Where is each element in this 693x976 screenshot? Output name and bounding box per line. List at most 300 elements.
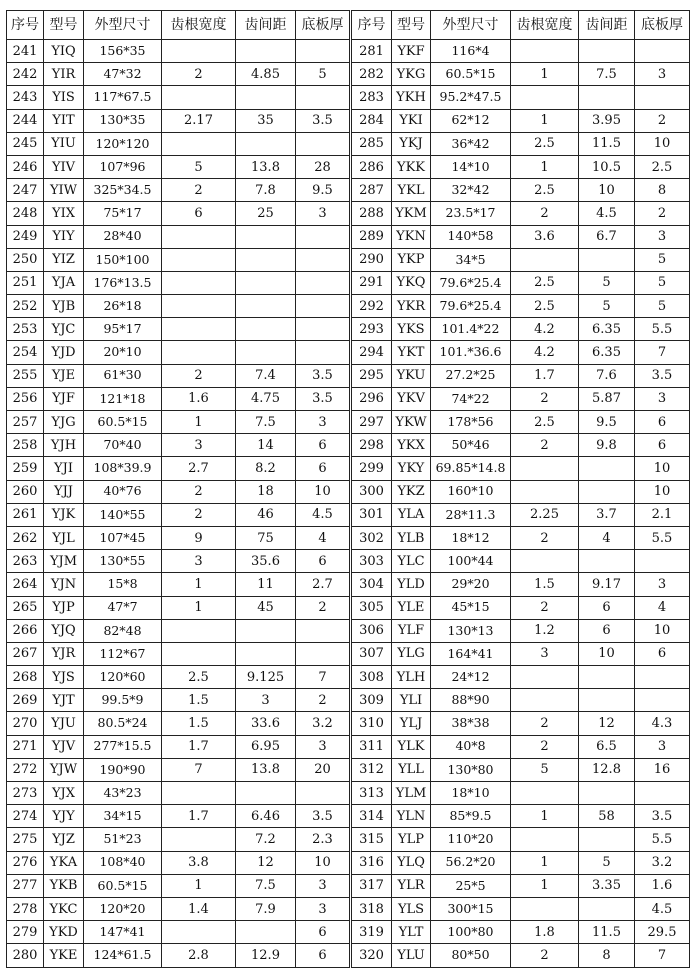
model-cell: YJX <box>44 782 84 805</box>
base-thickness-cell: 9.5 <box>296 179 351 202</box>
tooth-root-width-cell: 2 <box>162 503 236 526</box>
tooth-root-width-cell: 3 <box>511 642 579 665</box>
seq-cell: 252 <box>7 295 44 318</box>
table-row <box>7 550 690 573</box>
dimensions-cell: 32*42 <box>431 179 511 202</box>
tooth-root-width-cell: 3 <box>162 434 236 457</box>
tooth-pitch-cell: 11.5 <box>579 921 635 944</box>
seq-cell: 308 <box>351 666 392 689</box>
dimensions-cell: 190*90 <box>84 758 162 781</box>
tooth-root-width-cell: 2.25 <box>511 503 579 526</box>
model-cell: YLA <box>392 503 431 526</box>
model-cell: YLS <box>392 897 431 920</box>
model-header: 型号 <box>392 11 431 40</box>
model-cell: YKS <box>392 318 431 341</box>
tooth-pitch-cell: 6.35 <box>579 341 635 364</box>
seq-cell: 269 <box>7 689 44 712</box>
seq-cell: 247 <box>7 179 44 202</box>
seq-cell: 254 <box>7 341 44 364</box>
dimensions-cell: 50*46 <box>431 434 511 457</box>
tooth-pitch-cell: 7.8 <box>236 179 296 202</box>
tooth-pitch-cell: 9.125 <box>236 666 296 689</box>
table-row <box>7 526 690 549</box>
model-cell: YJW <box>44 758 84 781</box>
dimensions-cell: 100*44 <box>431 550 511 573</box>
dimensions-cell: 27.2*25 <box>431 364 511 387</box>
table-row <box>7 271 690 294</box>
base-thickness-cell: 5.5 <box>635 526 690 549</box>
base-thickness-cell: 3 <box>635 63 690 86</box>
model-cell: YJH <box>44 434 84 457</box>
seq-cell: 281 <box>351 40 392 63</box>
dimensions-cell: 121*18 <box>84 387 162 410</box>
tooth-pitch-cell: 6.5 <box>579 735 635 758</box>
tooth-root-width-cell: 2 <box>162 364 236 387</box>
base-thickness-cell: 6 <box>296 921 351 944</box>
base-thickness-cell: 2 <box>296 596 351 619</box>
spec-table <box>6 10 690 968</box>
model-cell: YJZ <box>44 828 84 851</box>
tooth-pitch-cell: 11 <box>236 573 296 596</box>
table-row <box>7 642 690 665</box>
dimensions-cell: 61*30 <box>84 364 162 387</box>
tooth-root-width-cell: 1 <box>511 805 579 828</box>
table-row <box>7 457 690 480</box>
seq-cell: 293 <box>351 318 392 341</box>
tooth-root-width-cell <box>162 40 236 63</box>
seq-cell: 258 <box>7 434 44 457</box>
model-cell: YJI <box>44 457 84 480</box>
seq-cell: 317 <box>351 874 392 897</box>
tooth-pitch-cell: 7.5 <box>236 874 296 897</box>
dimensions-cell: 130*13 <box>431 619 511 642</box>
dimensions-cell: 15*8 <box>84 573 162 596</box>
tooth-pitch-cell <box>579 666 635 689</box>
tooth-pitch-cell: 8 <box>579 944 635 967</box>
model-cell: YLU <box>392 944 431 967</box>
tooth-root-width-cell <box>162 271 236 294</box>
model-cell: YJT <box>44 689 84 712</box>
base-thickness-cell: 1.6 <box>635 874 690 897</box>
dimensions-cell: 130*80 <box>431 758 511 781</box>
model-cell: YLN <box>392 805 431 828</box>
dimensions-cell: 120*120 <box>84 132 162 155</box>
dimensions-cell: 47*7 <box>84 596 162 619</box>
dimensions-cell: 25*5 <box>431 874 511 897</box>
tooth-pitch-cell: 12.9 <box>236 944 296 967</box>
model-cell: YKZ <box>392 480 431 503</box>
dimensions-cell: 164*41 <box>431 642 511 665</box>
seq-cell: 278 <box>7 897 44 920</box>
tooth-pitch-cell <box>236 271 296 294</box>
table-row <box>7 874 690 897</box>
tooth-root-width-cell: 5 <box>162 155 236 178</box>
seq-cell: 279 <box>7 921 44 944</box>
model-cell: YKM <box>392 202 431 225</box>
base-thickness-cell: 3 <box>296 411 351 434</box>
tooth-root-width-cell: 3.6 <box>511 225 579 248</box>
dimensions-cell: 101.4*22 <box>431 318 511 341</box>
base-thickness-cell: 2.5 <box>635 155 690 178</box>
dimensions-cell: 117*67.5 <box>84 86 162 109</box>
seq-cell: 313 <box>351 782 392 805</box>
model-cell: YJM <box>44 550 84 573</box>
base-thickness-cell: 10 <box>635 132 690 155</box>
seq-cell: 253 <box>7 318 44 341</box>
tooth-pitch-cell: 5 <box>579 851 635 874</box>
dimensions-cell: 34*5 <box>431 248 511 271</box>
seq-cell: 290 <box>351 248 392 271</box>
base-thickness-cell <box>296 132 351 155</box>
seq-cell: 257 <box>7 411 44 434</box>
model-cell: YJF <box>44 387 84 410</box>
seq-cell: 312 <box>351 758 392 781</box>
tooth-root-width-cell <box>162 341 236 364</box>
base-thickness-cell <box>296 341 351 364</box>
tooth-pitch-cell: 6 <box>579 596 635 619</box>
base-thickness-cell: 4.5 <box>635 897 690 920</box>
table-row <box>7 666 690 689</box>
base-thickness-cell: 3.5 <box>296 387 351 410</box>
tooth-root-width-cell <box>162 828 236 851</box>
seq-cell: 287 <box>351 179 392 202</box>
model-cell: YLJ <box>392 712 431 735</box>
tooth-root-width-cell: 2 <box>511 387 579 410</box>
base-thickness-cell: 5.5 <box>635 828 690 851</box>
model-cell: YJY <box>44 805 84 828</box>
tooth-root-width-cell <box>162 248 236 271</box>
base-thickness-cell: 6 <box>635 434 690 457</box>
tooth-root-width-cell: 1.7 <box>162 735 236 758</box>
seq-cell: 304 <box>351 573 392 596</box>
model-cell: YKW <box>392 411 431 434</box>
tooth-root-width-cell <box>511 457 579 480</box>
dimensions-cell: 130*55 <box>84 550 162 573</box>
tooth-pitch-cell: 7.9 <box>236 897 296 920</box>
seq-cell: 250 <box>7 248 44 271</box>
dimensions-cell: 80.5*24 <box>84 712 162 735</box>
dimensions-header: 外型尺寸 <box>84 11 162 40</box>
base-thickness-cell: 10 <box>635 619 690 642</box>
seq-cell: 307 <box>351 642 392 665</box>
model-cell: YKP <box>392 248 431 271</box>
base-thickness-cell: 6 <box>296 434 351 457</box>
tooth-root-width-cell: 1 <box>511 874 579 897</box>
tooth-pitch-cell <box>236 642 296 665</box>
base-thickness-cell: 3 <box>635 735 690 758</box>
seq-cell: 262 <box>7 526 44 549</box>
model-cell: YLT <box>392 921 431 944</box>
seq-cell: 265 <box>7 596 44 619</box>
dimensions-cell: 176*13.5 <box>84 271 162 294</box>
tooth-pitch-cell <box>236 318 296 341</box>
base-thickness-cell: 6 <box>296 550 351 573</box>
model-cell: YIU <box>44 132 84 155</box>
tooth-pitch-cell: 4.75 <box>236 387 296 410</box>
model-cell: YJA <box>44 271 84 294</box>
model-cell: YKH <box>392 86 431 109</box>
seq-header: 序号 <box>351 11 392 40</box>
tooth-pitch-cell: 13.8 <box>236 758 296 781</box>
model-cell: YKG <box>392 63 431 86</box>
tooth-root-width-cell <box>162 921 236 944</box>
model-cell: YJP <box>44 596 84 619</box>
seq-cell: 261 <box>7 503 44 526</box>
seq-cell: 276 <box>7 851 44 874</box>
table-body <box>7 40 690 968</box>
dimensions-cell: 70*40 <box>84 434 162 457</box>
model-cell: YIT <box>44 109 84 132</box>
tooth-root-width-cell: 1.5 <box>162 689 236 712</box>
dimensions-cell: 150*100 <box>84 248 162 271</box>
dimensions-cell: 51*23 <box>84 828 162 851</box>
tooth-root-width-cell: 1.4 <box>162 897 236 920</box>
model-cell: YJD <box>44 341 84 364</box>
tooth-pitch-cell <box>579 248 635 271</box>
seq-cell: 272 <box>7 758 44 781</box>
tooth-pitch-cell: 7.6 <box>579 364 635 387</box>
seq-cell: 241 <box>7 40 44 63</box>
seq-cell: 297 <box>351 411 392 434</box>
tooth-pitch-cell <box>579 457 635 480</box>
dimensions-cell: 43*23 <box>84 782 162 805</box>
tooth-root-width-cell: 3.8 <box>162 851 236 874</box>
seq-cell: 292 <box>351 295 392 318</box>
tooth-pitch-cell <box>579 480 635 503</box>
seq-cell: 310 <box>351 712 392 735</box>
base-thickness-cell: 2 <box>635 109 690 132</box>
tooth-pitch-header: 齿间距 <box>236 11 296 40</box>
seq-cell: 260 <box>7 480 44 503</box>
tooth-pitch-cell <box>236 248 296 271</box>
seq-cell: 270 <box>7 712 44 735</box>
dimensions-cell: 108*39.9 <box>84 457 162 480</box>
base-thickness-cell <box>296 782 351 805</box>
base-thickness-cell <box>296 271 351 294</box>
dimensions-cell: 18*12 <box>431 526 511 549</box>
model-cell: YKJ <box>392 132 431 155</box>
tooth-root-width-cell: 2.17 <box>162 109 236 132</box>
seq-cell: 311 <box>351 735 392 758</box>
tooth-root-width-cell <box>162 132 236 155</box>
base-thickness-cell: 3 <box>635 225 690 248</box>
tooth-root-width-cell: 2 <box>511 712 579 735</box>
dimensions-cell: 99.5*9 <box>84 689 162 712</box>
model-cell: YJJ <box>44 480 84 503</box>
model-cell: YJB <box>44 295 84 318</box>
dimensions-cell: 116*4 <box>431 40 511 63</box>
table-row <box>7 735 690 758</box>
base-thickness-cell: 4 <box>296 526 351 549</box>
seq-cell: 320 <box>351 944 392 967</box>
table-row <box>7 689 690 712</box>
tooth-pitch-cell: 11.5 <box>579 132 635 155</box>
table-row <box>7 828 690 851</box>
dimensions-cell: 107*45 <box>84 526 162 549</box>
model-header: 型号 <box>44 11 84 40</box>
tooth-root-width-cell: 2.5 <box>511 295 579 318</box>
tooth-root-width-cell: 2 <box>511 735 579 758</box>
tooth-pitch-cell <box>579 40 635 63</box>
base-thickness-cell: 3 <box>635 573 690 596</box>
tooth-root-width-cell <box>511 40 579 63</box>
dimensions-cell: 34*15 <box>84 805 162 828</box>
model-cell: YKC <box>44 897 84 920</box>
table-row <box>7 921 690 944</box>
seq-cell: 243 <box>7 86 44 109</box>
base-thickness-cell: 2 <box>296 689 351 712</box>
base-thickness-cell: 5 <box>635 295 690 318</box>
table-row <box>7 712 690 735</box>
tooth-root-width-cell <box>162 642 236 665</box>
tooth-pitch-cell: 25 <box>236 202 296 225</box>
dimensions-cell: 69.85*14.8 <box>431 457 511 480</box>
tooth-root-width-cell: 1 <box>511 155 579 178</box>
tooth-pitch-cell <box>236 40 296 63</box>
tooth-root-width-cell: 2.8 <box>162 944 236 967</box>
base-thickness-cell: 3 <box>635 387 690 410</box>
tooth-root-width-cell: 1 <box>511 851 579 874</box>
dimensions-cell: 82*48 <box>84 619 162 642</box>
base-thickness-cell: 10 <box>635 457 690 480</box>
base-thickness-cell: 2.1 <box>635 503 690 526</box>
base-thickness-cell: 3.5 <box>296 364 351 387</box>
tooth-root-width-cell: 1 <box>162 596 236 619</box>
base-thickness-cell: 20 <box>296 758 351 781</box>
seq-cell: 302 <box>351 526 392 549</box>
dimensions-cell: 120*20 <box>84 897 162 920</box>
tooth-root-width-cell: 2.5 <box>511 411 579 434</box>
seq-cell: 296 <box>351 387 392 410</box>
dimensions-cell: 140*58 <box>431 225 511 248</box>
base-thickness-cell <box>296 225 351 248</box>
table-row <box>7 434 690 457</box>
tooth-root-width-cell: 1.6 <box>162 387 236 410</box>
tooth-pitch-cell: 45 <box>236 596 296 619</box>
tooth-root-width-header: 齿根宽度 <box>511 11 579 40</box>
model-cell: YLQ <box>392 851 431 874</box>
seq-cell: 303 <box>351 550 392 573</box>
seq-cell: 282 <box>351 63 392 86</box>
tooth-pitch-cell: 58 <box>579 805 635 828</box>
model-cell: YKT <box>392 341 431 364</box>
base-thickness-cell: 3 <box>296 202 351 225</box>
dimensions-cell: 120*60 <box>84 666 162 689</box>
model-cell: YIR <box>44 63 84 86</box>
dimensions-cell: 56.2*20 <box>431 851 511 874</box>
seq-cell: 273 <box>7 782 44 805</box>
model-cell: YLF <box>392 619 431 642</box>
dimensions-cell: 277*15.5 <box>84 735 162 758</box>
tooth-root-width-cell <box>162 619 236 642</box>
tooth-pitch-cell: 10 <box>579 642 635 665</box>
base-thickness-cell: 29.5 <box>635 921 690 944</box>
model-cell: YIX <box>44 202 84 225</box>
model-cell: YLG <box>392 642 431 665</box>
tooth-pitch-cell <box>236 132 296 155</box>
tooth-pitch-cell: 46 <box>236 503 296 526</box>
model-cell: YKF <box>392 40 431 63</box>
tooth-root-width-cell <box>162 86 236 109</box>
table-row <box>7 86 690 109</box>
tooth-root-width-cell <box>511 897 579 920</box>
table-row <box>7 387 690 410</box>
tooth-root-width-cell: 2 <box>511 526 579 549</box>
dimensions-cell: 24*12 <box>431 666 511 689</box>
model-cell: YLD <box>392 573 431 596</box>
tooth-root-width-cell <box>511 689 579 712</box>
dimensions-cell: 79.6*25.4 <box>431 271 511 294</box>
seq-cell: 267 <box>7 642 44 665</box>
seq-cell: 266 <box>7 619 44 642</box>
table-row <box>7 364 690 387</box>
tooth-root-width-cell: 1.7 <box>162 805 236 828</box>
tooth-root-width-cell: 6 <box>162 202 236 225</box>
tooth-pitch-cell <box>579 782 635 805</box>
seq-cell: 289 <box>351 225 392 248</box>
tooth-root-width-cell: 2.5 <box>511 132 579 155</box>
seq-cell: 255 <box>7 364 44 387</box>
table-row <box>7 318 690 341</box>
model-cell: YKB <box>44 874 84 897</box>
seq-cell: 286 <box>351 155 392 178</box>
tooth-root-width-cell: 7 <box>162 758 236 781</box>
model-cell: YJN <box>44 573 84 596</box>
dimensions-cell: 47*32 <box>84 63 162 86</box>
dimensions-cell: 95*17 <box>84 318 162 341</box>
table-row <box>7 782 690 805</box>
tooth-root-width-cell: 4.2 <box>511 318 579 341</box>
model-cell: YKL <box>392 179 431 202</box>
tooth-pitch-cell: 6.95 <box>236 735 296 758</box>
base-thickness-cell <box>635 782 690 805</box>
dimensions-cell: 80*50 <box>431 944 511 967</box>
tooth-root-width-cell <box>511 86 579 109</box>
tooth-pitch-cell <box>236 341 296 364</box>
tooth-pitch-cell: 6.7 <box>579 225 635 248</box>
tooth-pitch-cell <box>236 619 296 642</box>
model-cell: YLC <box>392 550 431 573</box>
dimensions-cell: 18*10 <box>431 782 511 805</box>
dimensions-cell: 23.5*17 <box>431 202 511 225</box>
dimensions-cell: 60.5*15 <box>431 63 511 86</box>
tooth-root-width-cell: 1 <box>162 411 236 434</box>
seq-cell: 263 <box>7 550 44 573</box>
model-cell: YLR <box>392 874 431 897</box>
seq-cell: 291 <box>351 271 392 294</box>
tooth-pitch-cell: 6 <box>579 619 635 642</box>
base-thickness-cell <box>635 550 690 573</box>
dimensions-cell: 100*80 <box>431 921 511 944</box>
seq-cell: 300 <box>351 480 392 503</box>
model-cell: YLE <box>392 596 431 619</box>
dimensions-cell: 112*67 <box>84 642 162 665</box>
tooth-root-width-cell: 2 <box>162 179 236 202</box>
base-thickness-cell: 8 <box>635 179 690 202</box>
dimensions-cell: 38*38 <box>431 712 511 735</box>
model-cell: YLI <box>392 689 431 712</box>
tooth-pitch-cell <box>579 689 635 712</box>
tooth-pitch-cell <box>579 897 635 920</box>
base-thickness-header: 底板厚 <box>296 11 351 40</box>
seq-cell: 314 <box>351 805 392 828</box>
tooth-pitch-cell <box>236 295 296 318</box>
tooth-pitch-cell: 75 <box>236 526 296 549</box>
tooth-pitch-cell: 18 <box>236 480 296 503</box>
seq-cell: 274 <box>7 805 44 828</box>
base-thickness-cell: 3.5 <box>635 805 690 828</box>
model-cell: YIY <box>44 225 84 248</box>
